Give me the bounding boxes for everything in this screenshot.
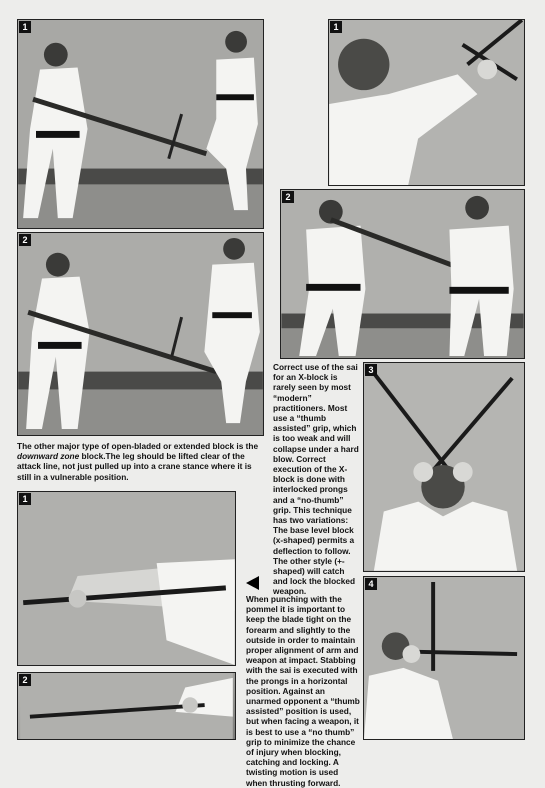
- photo-number-badge: 1: [19, 21, 31, 33]
- caption-text: The other major type of open-bladed or extended block is the: [17, 441, 259, 451]
- photo-number-badge: 4: [365, 578, 377, 590]
- caption-x-block: Correct use of the sai for an X-block is rarely seen by most “modern” practitioners. Most use a “thumb assisted” grip, which is too weak and will collapse under a hard blow. Correct execution of the X-block is done with interlocked prongs and a “no-thumb” grip. This technique has two variations: The base level block (x-shaped) permits a deflection to follow. The other style (+-shaped) will catch and lock the blocked weapon.: [273, 362, 359, 597]
- photo-number-badge: 3: [365, 364, 377, 376]
- photo-x-block-staff-2: [280, 189, 525, 359]
- photo-downward-block-2: [17, 232, 264, 436]
- photo-x-block-front-3: [363, 362, 525, 572]
- photo-illustration: [18, 233, 263, 435]
- photo-illustration: [18, 20, 263, 228]
- photo-thrust-grip-2: [17, 672, 236, 740]
- photo-illustration: [18, 673, 235, 739]
- photo-number-badge: 2: [282, 191, 294, 203]
- photo-illustration: [364, 577, 524, 739]
- photo-number-badge: 1: [19, 493, 31, 505]
- photo-sai-horizontal-4: [363, 576, 525, 740]
- photo-illustration: [281, 190, 524, 358]
- photo-x-block-closeup-1: [328, 19, 525, 186]
- caption-pommel-punch: When punching with the pommel it is important to keep the blade tight on the forearm and slightly to the outside in order to maintain proper alignment of arm and weapon at impact. Stabbing with the sai is executed with the prongs in a horizontal position. Against an unarmed opponent a “thumb assisted” position is used, but when facing a weapon, it is best to use a “no thumb” grip to minimize the chance of injury when blocking, catching and locking. A twisting motion is used when thrusting forward.: [246, 594, 360, 788]
- photo-illustration: [329, 20, 524, 185]
- photo-staff-block-1: [17, 19, 264, 229]
- photo-number-badge: 1: [330, 21, 342, 33]
- photo-illustration: [364, 363, 524, 571]
- photo-illustration: [18, 492, 235, 665]
- triangle-pointer-icon: [246, 576, 259, 590]
- caption-text: block.The leg should be lifted clear of the attack line, not just pulled up into a crane stance where it is still in a vulnerable position.: [17, 451, 252, 482]
- caption-emphasis: downward zone: [17, 451, 80, 462]
- photo-number-badge: 2: [19, 234, 31, 246]
- photo-pommel-punch-1: [17, 491, 236, 666]
- photo-number-badge: 2: [19, 674, 31, 686]
- caption-downward-block: [17, 441, 267, 482]
